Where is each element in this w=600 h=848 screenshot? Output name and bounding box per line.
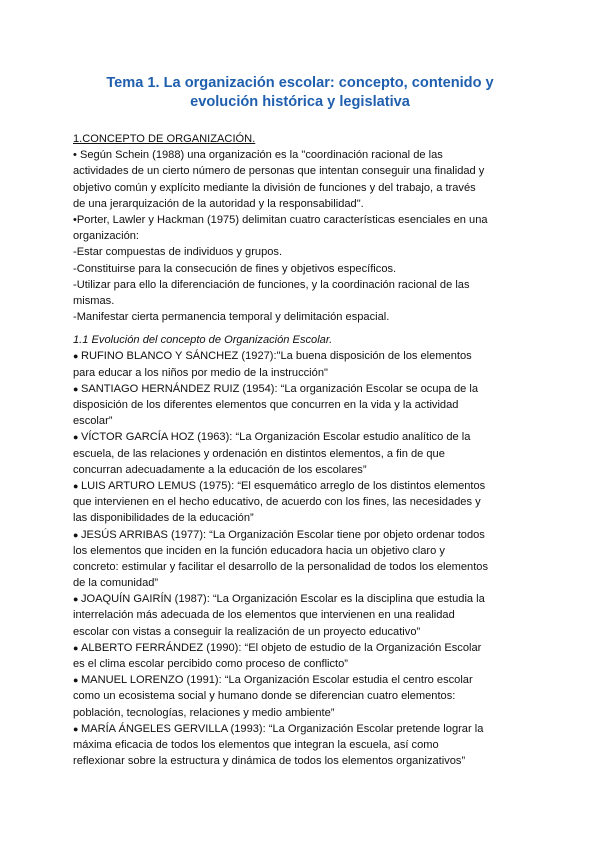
paragraph-line: objetivo común y explícito mediante la división de funciones y del trabajo, a través bbox=[73, 181, 476, 194]
section-heading: 1.CONCEPTO DE ORGANIZACIÓN. bbox=[73, 133, 256, 145]
paragraph-line: -Constituirse para la consecución de fines y objetivos específicos. bbox=[73, 262, 397, 275]
definition-line: concurran adecuadamente a la educación de los escolares” bbox=[73, 463, 367, 476]
definition-line-first: ● JESÚS ARRIBAS (1977): “La Organización Escolar tiene por objeto ordenar todos bbox=[73, 527, 533, 543]
definition-line-first: ● VÍCTOR GARCÍA HOZ (1963): “La Organización Escolar estudio analítico de la bbox=[73, 429, 533, 445]
section-1-text bbox=[73, 147, 533, 325]
paragraph-line: mismas. bbox=[73, 294, 115, 307]
definition-item bbox=[73, 429, 533, 478]
paragraph-line: de una jerarquización de la autoridad y la responsabilidad". bbox=[73, 197, 364, 210]
paragraph-line: -Estar compuestas de individuos y grupos. bbox=[73, 246, 283, 259]
definition-item bbox=[73, 721, 533, 770]
definition-item bbox=[73, 478, 533, 527]
definition-line-first: ● ALBERTO FERRÁNDEZ (1990): “El objeto de estudio de la Organización Escolar bbox=[73, 640, 533, 656]
definition-line: escuela, de las relaciones y ordenación en distintos elementos, a fin de que bbox=[73, 447, 445, 460]
definition-line: concreto: estimular y facilitar el desarrollo de la personalidad de todos los elementos bbox=[73, 560, 489, 573]
definition-item bbox=[73, 640, 533, 672]
definition-line-first: ● RUFINO BLANCO Y SÁNCHEZ (1927):"La buena disposición de los elementos bbox=[73, 348, 533, 364]
title-line-2: evolución histórica y legislativa bbox=[190, 94, 410, 110]
definition-line-first: ● MARÍA ÁNGELES GERVILLA (1993): “La Organización Escolar pretende lograr la bbox=[73, 721, 533, 737]
paragraph-line: • Según Schein (1988) una organización es la "coordinación racional de las bbox=[73, 149, 443, 162]
document-body bbox=[73, 131, 533, 769]
subsection-heading: 1.1 Evolución del concepto de Organización Escolar. bbox=[73, 334, 333, 347]
definition-line: como un ecosistema social y humano donde se diferencian cuatro elementos: bbox=[73, 690, 456, 703]
document-title bbox=[70, 74, 530, 112]
definition-item bbox=[73, 527, 533, 592]
definitions-list bbox=[73, 348, 533, 769]
definition-line: interrelación más adecuada de los elementos que intervienen en una realidad bbox=[73, 609, 455, 622]
definition-item bbox=[73, 591, 533, 640]
definition-line: disposición de los diferentes elementos que concurren en la vida y la actividad bbox=[73, 399, 459, 411]
paragraph-line: organización: bbox=[73, 230, 139, 243]
paragraph-line: •Porter, Lawler y Hackman (1975) delimitan cuatro características esenciales en una bbox=[73, 213, 488, 226]
definition-line-first: ● JOAQUÍN GAIRÍN (1987): “La Organización Escolar es la disciplina que estudia la bbox=[73, 591, 533, 607]
definition-line-first: ● LUIS ARTURO LEMUS (1975): “El esquemático arreglo de los distintos elementos bbox=[73, 478, 533, 494]
paragraph-line: actividades de un cierto número de personas que intentan conseguir una finalidad y bbox=[73, 165, 485, 178]
definition-line: las disponibilidades de la educación” bbox=[73, 512, 254, 525]
definition-line: los elementos que inciden en la función educadora hacia un objetivo claro y bbox=[73, 544, 445, 557]
definition-item bbox=[73, 672, 533, 721]
definition-line: escolar” bbox=[73, 415, 113, 428]
definition-line-first: ● SANTIAGO HERNÁNDEZ RUIZ (1954): “La organización Escolar se ocupa de la bbox=[73, 381, 533, 397]
paragraph-line: -Utilizar para ello la diferenciación de funciones, y la coordinación racional de las bbox=[73, 278, 470, 291]
definition-line: reflexionar sobre la estructura y dinámica de todos los elementos organizativos” bbox=[73, 755, 466, 768]
definition-line: que intervienen en el hecho educativo, de acuerdo con los fines, las necesidades y bbox=[73, 496, 481, 509]
paragraph-line: -Manifestar cierta permanencia temporal y delimitación espacial. bbox=[73, 311, 390, 324]
definition-line: para educar a los niños por medio de la instrucción" bbox=[73, 366, 328, 379]
definition-line: de la comunidad” bbox=[73, 577, 159, 590]
definition-item bbox=[73, 348, 533, 380]
definition-line-first: ● MANUEL LORENZO (1991): “La Organización Escolar estudia el centro escolar bbox=[73, 672, 533, 688]
definition-line: población, tecnologías, relaciones y medio ambiente” bbox=[73, 706, 335, 719]
definition-line: máxima eficacia de todos los elementos que integran la escuela, así como bbox=[73, 738, 439, 751]
title-line-1: Tema 1. La organización escolar: concepto, contenido y bbox=[106, 75, 494, 91]
definition-line: escolar con vistas a conseguir la realización de un proyecto educativo” bbox=[73, 625, 421, 638]
definition-line: es el clima escolar percibido como proceso de conflicto” bbox=[73, 658, 349, 670]
definition-item bbox=[73, 381, 533, 430]
